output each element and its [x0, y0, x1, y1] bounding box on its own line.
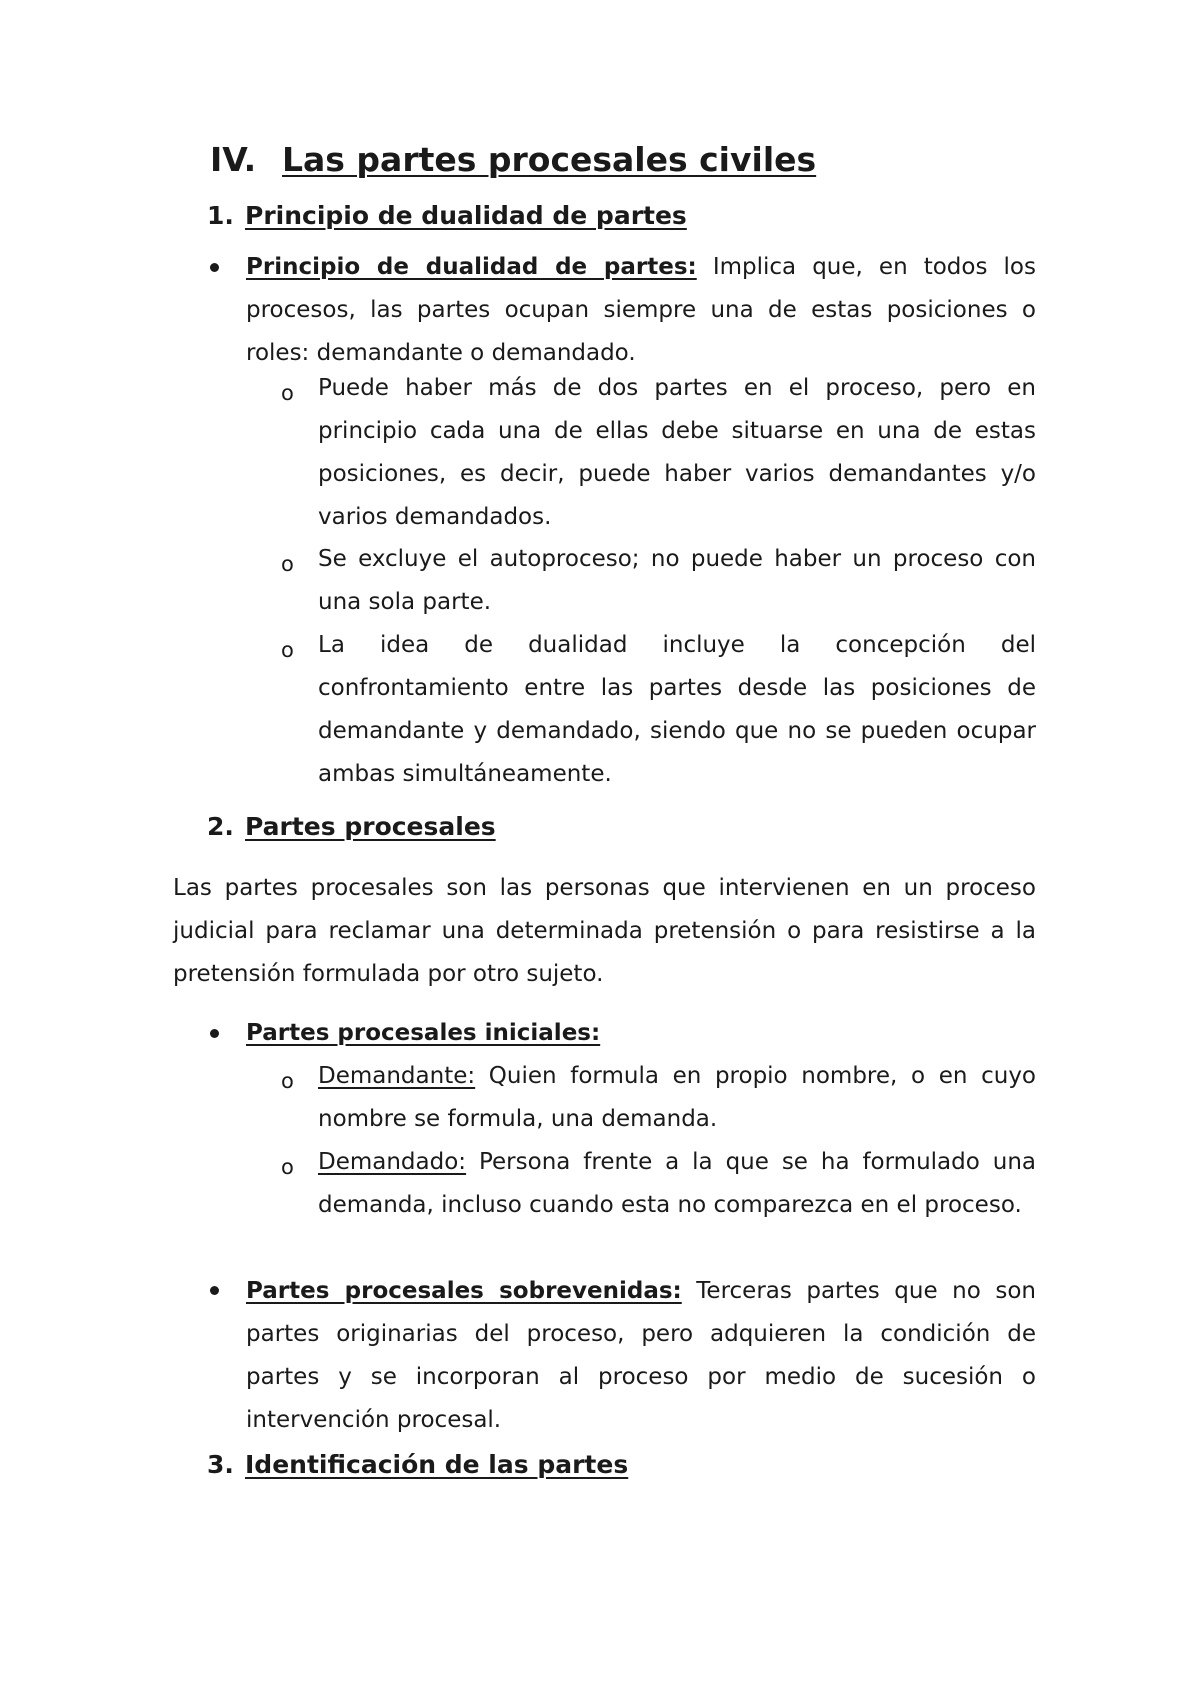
bullet-sobrevenidas — [246, 1270, 1036, 1442]
section-title: Principio de dualidad de partes — [245, 201, 687, 230]
bullet-text: Implica que, en todos los procesos, las partes ocupan siempre una de estas posiciones o roles: demandante o demandado. — [246, 254, 1036, 366]
bullet-label: Partes procesales iniciales: — [246, 1020, 601, 1046]
sub-item-demandado — [318, 1141, 1036, 1227]
bullet-dualidad — [246, 246, 1036, 375]
term-label: Demandante: — [318, 1063, 476, 1089]
section-title: Identificación de las partes — [245, 1450, 629, 1479]
section-heading-3 — [207, 1450, 628, 1479]
chapter-heading — [210, 140, 816, 179]
term-text: Persona frente a la que se ha formulado una demanda, incluso cuando esta no comparezca en el proceso. — [318, 1149, 1036, 1218]
paragraph: Las partes procesales son las personas que intervienen en un proceso judicial para reclamar una determinada pretensión o para resistirse a la pretensión formulada por otro sujeto. — [173, 875, 1036, 987]
section-heading-2 — [207, 812, 496, 841]
sub-bullet-marker: o — [281, 552, 294, 576]
sub-bullet-marker: o — [281, 1069, 294, 1093]
chapter-title: Las partes procesales civiles — [282, 140, 817, 179]
section-heading-1 — [207, 201, 687, 230]
sub-bullet-marker: o — [281, 1155, 294, 1179]
bullet-iniciales — [246, 1012, 1036, 1055]
term-text: Quien formula en propio nombre, o en cuyo nombre se formula, una demanda. — [318, 1063, 1036, 1132]
section-number: 3. — [207, 1450, 234, 1479]
bullet-dot — [210, 1286, 219, 1295]
chapter-number: IV. — [210, 140, 257, 179]
bullet-label: Partes procesales sobrevenidas: — [246, 1278, 682, 1304]
bullet-text: Terceras partes que no son partes originarias del proceso, pero adquieren la condición de partes y se incorporan al proceso por medio de sucesión o intervención procesal. — [246, 1278, 1036, 1433]
section-number: 1. — [207, 201, 234, 230]
sub-item-2: Se excluye el autoproceso; no puede haber un proceso con una sola parte. — [318, 546, 1036, 615]
sub-item-1: Puede haber más de dos partes en el proceso, pero en principio cada una de ellas debe situarse en una de estas posiciones, es decir, puede haber varios demandantes y/o varios demandados. — [318, 375, 1036, 530]
bullet-label: Principio de dualidad de partes: — [246, 254, 697, 280]
sub-bullet-marker: o — [281, 638, 294, 662]
bullet-dot — [210, 1029, 219, 1038]
section-title: Partes procesales — [245, 812, 496, 841]
bullet-dot — [210, 263, 219, 272]
sub-bullet-marker: o — [281, 381, 294, 405]
sub-item-3: La idea de dualidad incluye la concepción del confrontamiento entre las partes desde las posiciones de demandante y demandado, siendo que no se pueden ocupar ambas simultáneamente. — [318, 632, 1036, 787]
section-number: 2. — [207, 812, 234, 841]
sub-item-demandante — [318, 1055, 1036, 1141]
term-label: Demandado: — [318, 1149, 467, 1175]
